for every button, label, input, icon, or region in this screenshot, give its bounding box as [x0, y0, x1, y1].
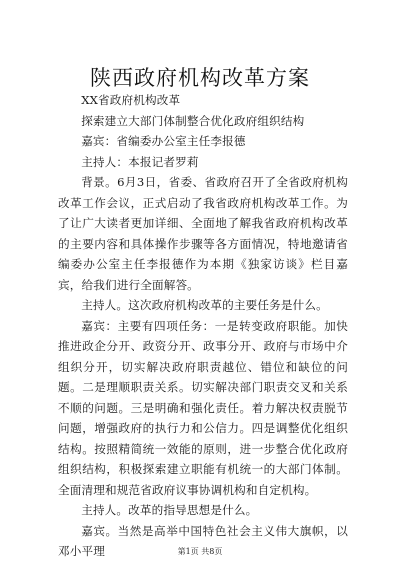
paragraph: 嘉宾。当然是高举中国特色社会主义伟大旗帜，以邓小平理: [58, 523, 348, 558]
paragraph: 主持人。改革的指导思想是什么。: [81, 503, 258, 517]
document-body: [58, 90, 348, 562]
paragraph: 探索建立大部门体制整合优化政府组织结构: [81, 113, 305, 128]
paragraph: XX省政府机构改革: [81, 93, 181, 107]
paragraph: 嘉宾：省编委办公室主任李报德: [81, 134, 246, 148]
document-title: 陕西政府机构改革方案: [90, 66, 310, 90]
paragraph: 嘉宾：主要有四项任务：一是转变政府职能。加快推进政企分开、政资分开、政事分开、政府与市场中介组织分开，切实解决政府职责越位、错位和缺位的问题。二是理顺职责关系。切实解决部门职责交叉和关系不顺的问题。三是明确和强化责任。着力解决权责脱节问题，增强政府的执行力和公信力。四是调整优化组织结构。按照精简统一效能的原则，进一步整合优化政府组织结构，积极探索建立职能有机统一的大部门体制。全面清理和规范省政府议事协调机构和自定机构。: [58, 318, 348, 497]
paragraph: 背景。6月3日，省委、省政府召开了全省政府机构改革工作会议，正式启动了我省政府机构改革工作。为了让广大读者更加详细、全面地了解我省政府机构改革的主要内容和具体操作步骤等各方面情况，特地邀请省编委办公室主任李报德作为本期《独家访谈》栏目嘉宾，给我们进行全面解答。: [58, 175, 348, 292]
paragraph: 主持人。这次政府机构改革的主要任务是什么。: [81, 298, 328, 312]
page-number-footer: 第1页 共8页: [177, 547, 223, 556]
paragraph: 主持人：本报记者罗莉: [81, 154, 199, 169]
